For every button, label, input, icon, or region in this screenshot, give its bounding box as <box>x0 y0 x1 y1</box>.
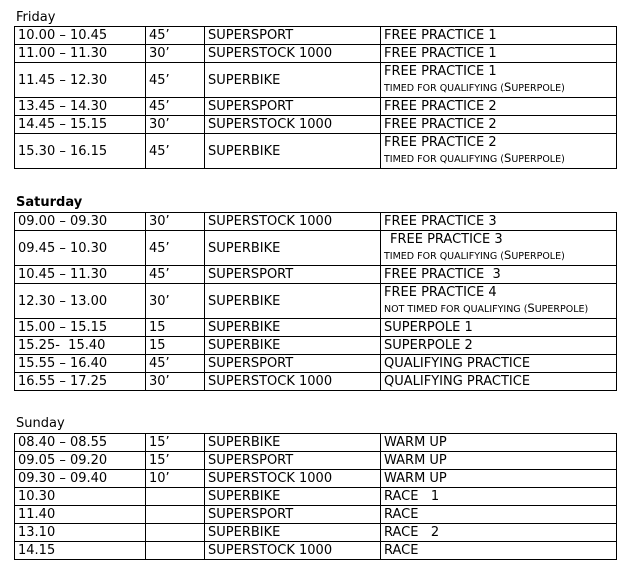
class-cell: SUPERBIKE <box>205 284 381 319</box>
session-cell: QUALIFYING PRACTICE <box>381 355 617 373</box>
note-text: UPERPOLE) <box>511 251 565 262</box>
session-note <box>384 248 616 264</box>
time-cell: 12.30 – 13.00 <box>15 284 146 319</box>
class-cell: SUPERSPORT <box>205 266 381 284</box>
session-cell: FREE PRACTICE 1 <box>381 27 617 45</box>
time-cell: 10.30 <box>15 488 146 506</box>
session-cell: FREE PRACTICE 3 <box>381 213 617 231</box>
session-cell: RACE 2 <box>381 524 617 542</box>
class-cell: SUPERSTOCK 1000 <box>205 45 381 63</box>
class-cell: SUPERBIKE <box>205 337 381 355</box>
duration-cell <box>146 488 205 506</box>
session-cell: FREE PRACTICE 2 <box>381 116 617 134</box>
class-cell: SUPERSTOCK 1000 <box>205 213 381 231</box>
session-cell: QUALIFYING PRACTICE <box>381 373 617 391</box>
session-cell: FREE PRACTICE 2 <box>381 98 617 116</box>
schedule-table-friday <box>14 26 617 169</box>
note-text: TIMED FOR QUALIFYING ( <box>384 154 504 165</box>
day-title-friday: Friday <box>16 10 56 25</box>
duration-cell: 45’ <box>146 134 205 169</box>
class-cell: SUPERBIKE <box>205 488 381 506</box>
session-cell <box>381 63 617 98</box>
time-cell: 14.45 – 15.15 <box>15 116 146 134</box>
class-cell: SUPERBIKE <box>205 524 381 542</box>
table-row <box>15 506 617 524</box>
time-cell: 09.45 – 10.30 <box>15 231 146 266</box>
time-cell: 10.45 – 11.30 <box>15 266 146 284</box>
schedule-table-sunday <box>14 433 617 560</box>
session-cell: RACE <box>381 506 617 524</box>
duration-cell: 10’ <box>146 470 205 488</box>
table-row <box>15 524 617 542</box>
note-text: UPERPOLE) <box>511 83 565 94</box>
class-cell: SUPERSPORT <box>205 452 381 470</box>
table-row <box>15 284 617 319</box>
table-row <box>15 45 617 63</box>
table-row <box>15 98 617 116</box>
time-cell: 09.05 – 09.20 <box>15 452 146 470</box>
duration-cell: 45’ <box>146 355 205 373</box>
session-cell: SUPERPOLE 1 <box>381 319 617 337</box>
duration-cell <box>146 524 205 542</box>
class-cell: SUPERBIKE <box>205 434 381 452</box>
duration-cell <box>146 506 205 524</box>
day-title-saturday: Saturday <box>16 195 83 210</box>
session-cell <box>381 284 617 319</box>
table-row <box>15 452 617 470</box>
duration-cell: 45’ <box>146 98 205 116</box>
duration-cell: 30’ <box>146 373 205 391</box>
session-cell: RACE 1 <box>381 488 617 506</box>
table-row <box>15 355 617 373</box>
session-cell: WARM UP <box>381 470 617 488</box>
class-cell: SUPERSTOCK 1000 <box>205 470 381 488</box>
table-row <box>15 337 617 355</box>
session-cell: FREE PRACTICE 3 <box>381 266 617 284</box>
class-cell: SUPERSPORT <box>205 98 381 116</box>
session-label: FREE PRACTICE 4 <box>384 285 497 300</box>
note-text: TIMED FOR QUALIFYING ( <box>384 251 504 262</box>
note-text: NOT TIMED FOR QUALIFYING ( <box>384 304 528 315</box>
duration-cell: 30’ <box>146 116 205 134</box>
table-row <box>15 488 617 506</box>
duration-cell: 30’ <box>146 45 205 63</box>
table-row <box>15 116 617 134</box>
session-cell <box>381 231 617 266</box>
duration-cell <box>146 542 205 560</box>
note-text: UPERPOLE) <box>511 154 565 165</box>
session-label: FREE PRACTICE 3 <box>390 232 503 247</box>
table-row <box>15 63 617 98</box>
class-cell: SUPERSPORT <box>205 355 381 373</box>
time-cell: 09.00 – 09.30 <box>15 213 146 231</box>
note-text: TIMED FOR QUALIFYING ( <box>384 83 504 94</box>
duration-cell: 15’ <box>146 434 205 452</box>
table-row <box>15 231 617 266</box>
table-row <box>15 266 617 284</box>
table-row <box>15 373 617 391</box>
note-initial: S <box>527 301 535 315</box>
time-cell: 09.30 – 09.40 <box>15 470 146 488</box>
table-row <box>15 27 617 45</box>
table-row <box>15 434 617 452</box>
class-cell: SUPERSTOCK 1000 <box>205 542 381 560</box>
note-initial: S <box>504 80 512 94</box>
day-title-sunday: Sunday <box>16 416 65 431</box>
session-cell <box>381 134 617 169</box>
time-cell: 15.00 – 15.15 <box>15 319 146 337</box>
time-cell: 15.30 – 16.15 <box>15 134 146 169</box>
session-label: FREE PRACTICE 1 <box>384 64 497 79</box>
duration-cell: 45’ <box>146 231 205 266</box>
time-cell: 11.45 – 12.30 <box>15 63 146 98</box>
time-cell: 15.25- 15.40 <box>15 337 146 355</box>
note-initial: S <box>504 151 512 165</box>
duration-cell: 15 <box>146 337 205 355</box>
duration-cell: 45’ <box>146 27 205 45</box>
class-cell: SUPERSPORT <box>205 27 381 45</box>
session-cell: WARM UP <box>381 452 617 470</box>
schedule-table-saturday <box>14 212 617 391</box>
time-cell: 13.10 <box>15 524 146 542</box>
table-row <box>15 134 617 169</box>
class-cell: SUPERBIKE <box>205 231 381 266</box>
table-row <box>15 213 617 231</box>
class-cell: SUPERSTOCK 1000 <box>205 116 381 134</box>
note-initial: S <box>504 248 512 262</box>
time-cell: 16.55 – 17.25 <box>15 373 146 391</box>
time-cell: 08.40 – 08.55 <box>15 434 146 452</box>
class-cell: SUPERBIKE <box>205 319 381 337</box>
time-cell: 13.45 – 14.30 <box>15 98 146 116</box>
class-cell: SUPERSPORT <box>205 506 381 524</box>
session-cell: SUPERPOLE 2 <box>381 337 617 355</box>
class-cell: SUPERSTOCK 1000 <box>205 373 381 391</box>
time-cell: 14.15 <box>15 542 146 560</box>
session-note <box>384 151 616 167</box>
table-row <box>15 319 617 337</box>
time-cell: 10.00 – 10.45 <box>15 27 146 45</box>
class-cell: SUPERBIKE <box>205 63 381 98</box>
duration-cell: 45’ <box>146 63 205 98</box>
time-cell: 15.55 – 16.40 <box>15 355 146 373</box>
duration-cell: 30’ <box>146 284 205 319</box>
session-cell: RACE <box>381 542 617 560</box>
note-text: UPERPOLE) <box>534 304 589 315</box>
class-cell: SUPERBIKE <box>205 134 381 169</box>
session-cell: FREE PRACTICE 1 <box>381 45 617 63</box>
duration-cell: 15’ <box>146 452 205 470</box>
session-note <box>384 80 616 96</box>
table-row <box>15 542 617 560</box>
time-cell: 11.00 – 11.30 <box>15 45 146 63</box>
table-row <box>15 470 617 488</box>
duration-cell: 15 <box>146 319 205 337</box>
session-note <box>384 301 616 317</box>
session-label: FREE PRACTICE 2 <box>384 135 497 150</box>
duration-cell: 30’ <box>146 213 205 231</box>
duration-cell: 45’ <box>146 266 205 284</box>
time-cell: 11.40 <box>15 506 146 524</box>
session-cell: WARM UP <box>381 434 617 452</box>
